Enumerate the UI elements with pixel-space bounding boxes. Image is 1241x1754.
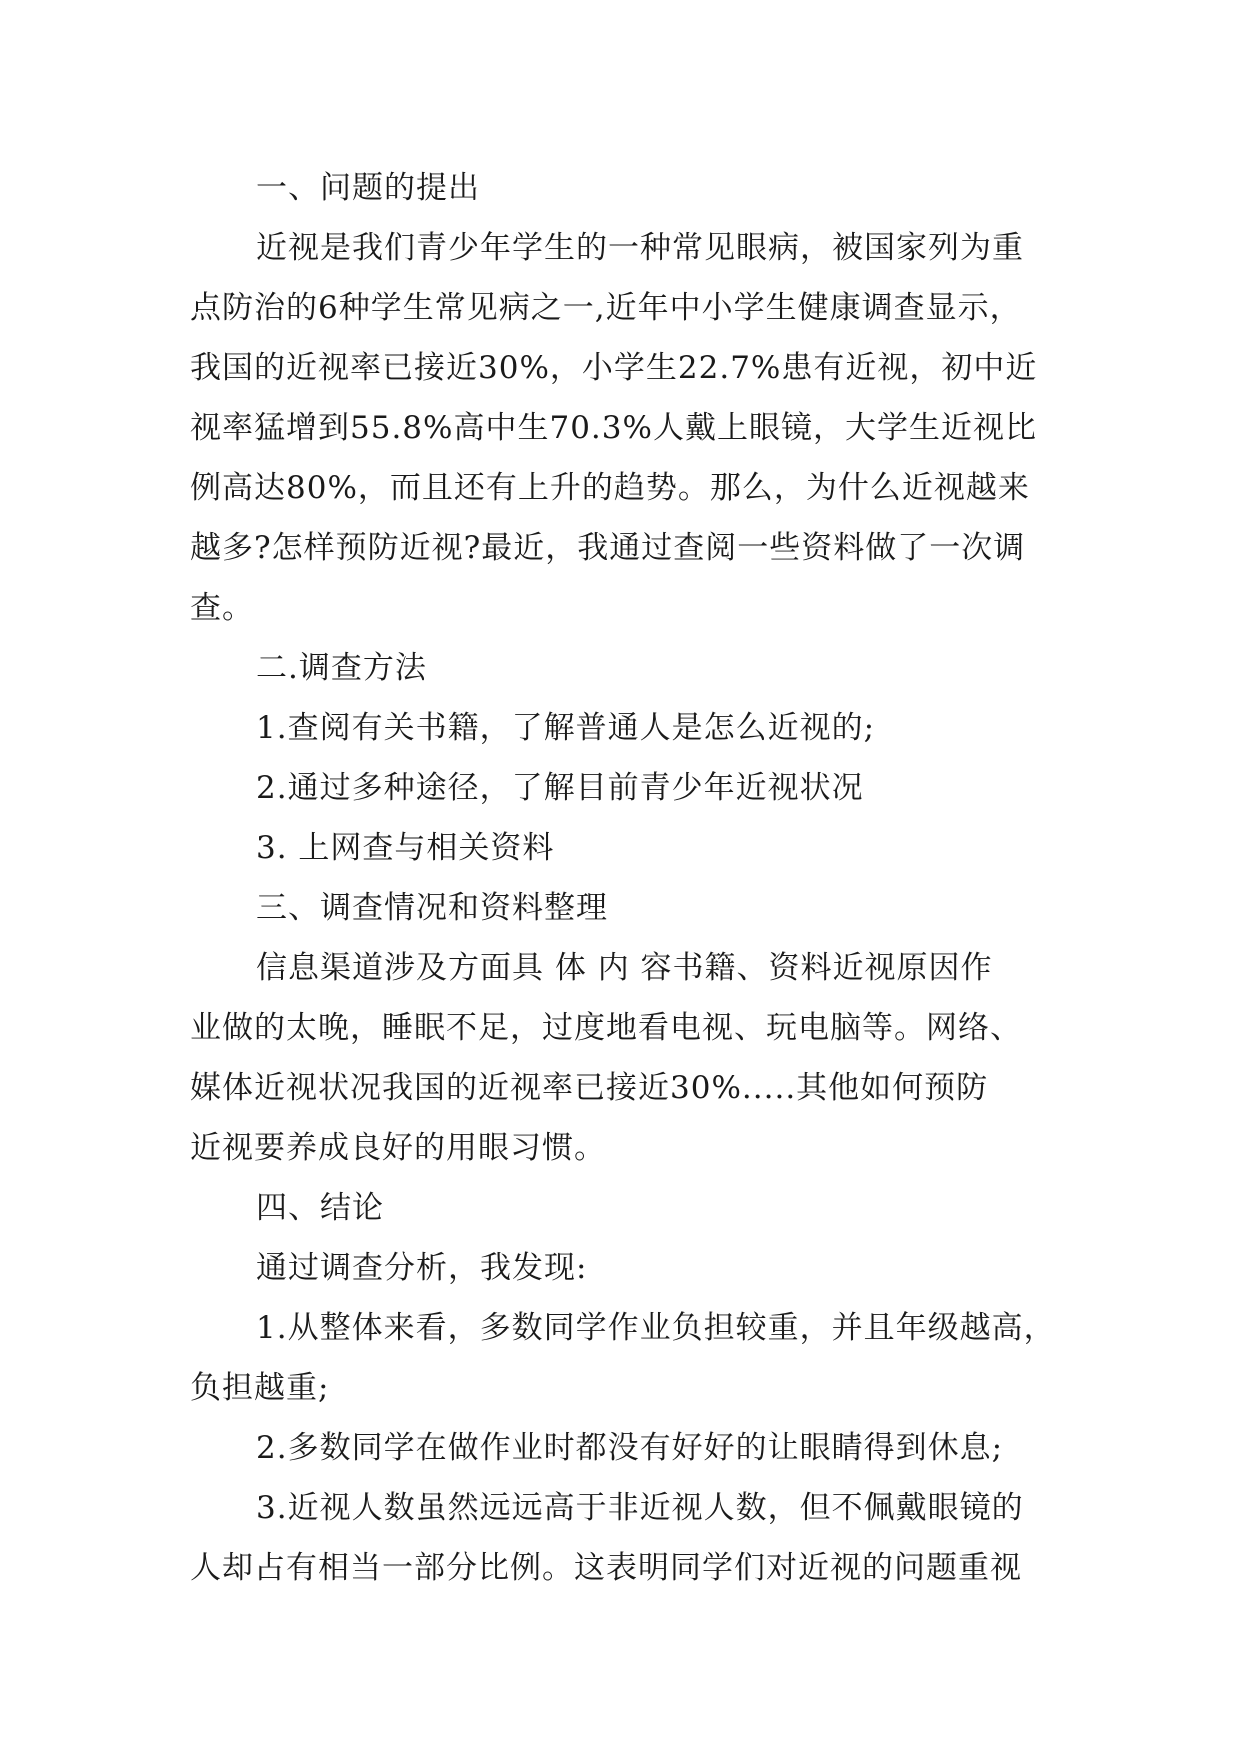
paragraph-line: 查。	[190, 590, 254, 626]
paragraph-line: 我国的近视率已接近30%，小学生22.7%患有近视，初中近	[190, 350, 1038, 386]
list-item-line: 3.近视人数虽然远远高于非近视人数，但不佩戴眼镜的	[256, 1490, 1024, 1526]
paragraph-line: 通过调查分析，我发现:	[256, 1250, 588, 1286]
paragraph-line: 业做的太晚，睡眠不足，过度地看电视、玩电脑等。网络、	[190, 1010, 1022, 1046]
paragraph-line: 近视要养成良好的用眼习惯。	[190, 1130, 606, 1166]
paragraph-line: 例高达80%，而且还有上升的趋势。那么，为什么近视越来	[190, 470, 1030, 506]
section-heading: 一、问题的提出	[256, 170, 480, 206]
paragraph-line: 信息渠道涉及方面具 体 内 容书籍、资料近视原因作	[256, 950, 993, 986]
list-item-line: 1.查阅有关书籍，了解普通人是怎么近视的;	[256, 710, 876, 746]
list-item-line: 2.多数同学在做作业时都没有好好的让眼睛得到休息;	[256, 1430, 1004, 1466]
list-item-line: 3. 上网查与相关资料	[256, 830, 555, 866]
list-item-line: 负担越重;	[190, 1370, 330, 1406]
section-heading: 二.调查方法	[256, 650, 427, 686]
paragraph-line: 视率猛增到55.8%高中生70.3%人戴上眼镜，大学生近视比	[190, 410, 1037, 446]
list-item-line: 2.通过多种途径，了解目前青少年近视状况	[256, 770, 864, 806]
section-heading: 四、结论	[256, 1190, 384, 1226]
document-body	[190, 158, 1056, 1598]
paragraph-line: 媒体近视状况我国的近视率已接近30%.....其他如何预防	[190, 1070, 989, 1106]
list-item-line: 人却占有相当一部分比例。这表明同学们对近视的问题重视	[190, 1550, 1022, 1586]
section-heading: 三、调查情况和资料整理	[256, 890, 608, 926]
paragraph-line: 越多?怎样预防近视?最近，我通过查阅一些资料做了一次调	[190, 530, 1026, 566]
list-item-line: 1.从整体来看，多数同学作业负担较重，并且年级越高，	[256, 1310, 1056, 1346]
paragraph-line: 近视是我们青少年学生的一种常见眼病，被国家列为重	[256, 230, 1024, 266]
paragraph-line: 点防治的6种学生常见病之一,近年中小学生健康调查显示，	[190, 290, 1022, 326]
